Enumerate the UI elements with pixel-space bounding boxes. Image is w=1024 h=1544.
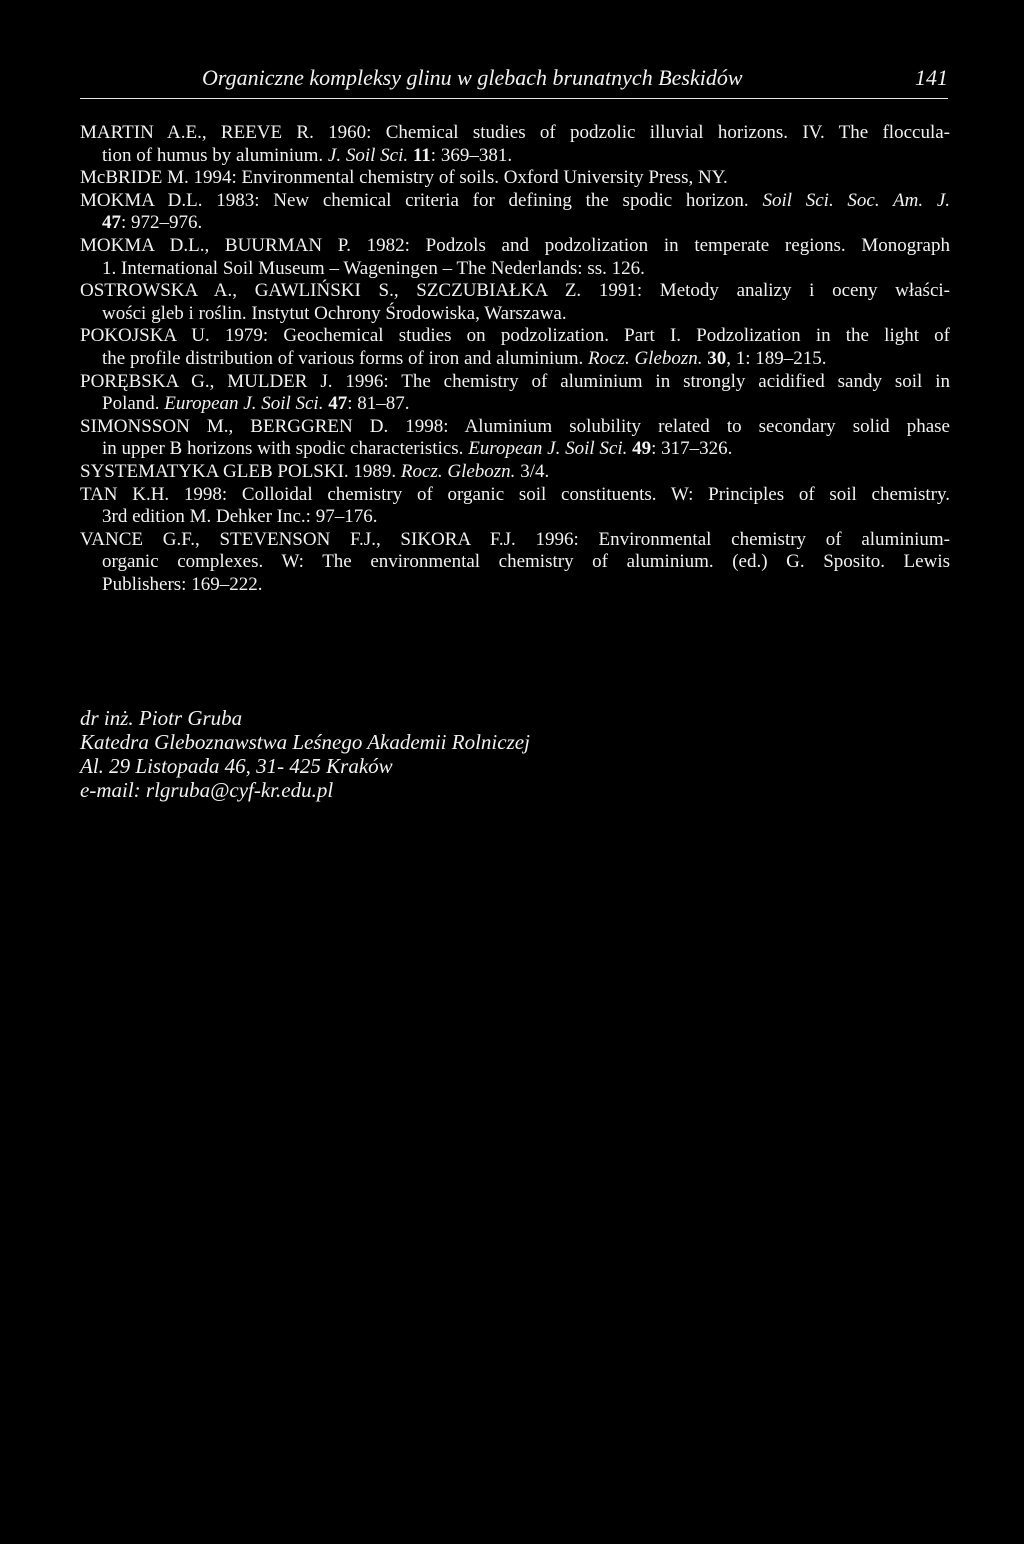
reference-text: MOKMA D.L. 1983: New chemical criteria for defining the spodic horizon. (80, 189, 763, 211)
reference-entry (80, 484, 950, 529)
reference-line (80, 190, 950, 213)
reference-text: SYSTEMATYKA GLEB POLSKI. 1989. (80, 460, 401, 482)
reference-text: SIMONSSON M., BERGGREN D. 1998: Aluminium solubility related to secondary solid phase (80, 415, 950, 437)
reference-text: 49 (632, 438, 652, 460)
reference-line (80, 325, 950, 348)
author-email: e-mail: rlgruba@cyf-kr.edu.pl (80, 778, 334, 802)
reference-text: European J. Soil Sci. (468, 438, 628, 460)
reference-line (80, 438, 950, 461)
reference-text: European J. Soil Sci. (164, 393, 324, 415)
reference-text: organic complexes. W: The environmental chemistry of aluminium. (ed.) G. Sposito. Lewis (102, 551, 950, 573)
reference-entry (80, 325, 950, 370)
reference-entry (80, 280, 950, 325)
author-street: Al. 29 Listopada 46, 31- 425 Kraków (80, 754, 393, 778)
reference-entry (80, 461, 950, 484)
reference-text: 3/4. (515, 460, 550, 482)
reference-text: 3rd edition M. Dehker Inc.: 97–176. (102, 506, 378, 528)
reference-entry (80, 190, 950, 235)
reference-text: 30 (707, 347, 727, 369)
reference-entry (80, 235, 950, 280)
reference-text: POKOJSKA U. 1979: Geochemical studies on podzolization. Part I. Podzolization in the light of (80, 325, 950, 347)
reference-line (80, 145, 950, 168)
reference-line (80, 416, 950, 439)
reference-line (80, 484, 950, 507)
reference-text: wości gleb i roślin. Instytut Ochrony Środowiska, Warszawa. (102, 302, 567, 324)
reference-line (80, 529, 950, 552)
author-address (80, 706, 530, 802)
running-header (80, 64, 948, 99)
reference-line (80, 371, 950, 394)
reference-text: , 1: 189–215. (726, 347, 827, 369)
reference-entry (80, 122, 950, 167)
reference-text: the profile distribution of various forms of iron and aluminium. (102, 347, 589, 369)
reference-text: TAN K.H. 1998: Colloidal chemistry of organic soil constituents. W: Principles of soil chemistry. (80, 483, 950, 505)
reference-entry (80, 529, 950, 597)
reference-text: : 972–976. (121, 212, 203, 234)
reference-text: McBRIDE M. 1994: Environmental chemistry of soils. Oxford University Press, NY. (80, 167, 728, 189)
reference-line (80, 506, 950, 529)
reference-line (80, 122, 950, 145)
reference-text: MOKMA D.L., BUURMAN P. 1982: Podzols and podzolization in temperate regions. Monograph (80, 234, 950, 256)
reference-line (80, 461, 950, 484)
reference-text: Publishers: 169–222. (102, 573, 263, 595)
reference-line (80, 258, 950, 281)
reference-text: : 369–381. (430, 144, 513, 166)
reference-text: Soil Sci. Soc. Am. J. (762, 189, 951, 211)
reference-text: OSTROWSKA A., GAWLIŃSKI S., SZCZUBIAŁKA Z. 1991: Metody analizy i oceny właści- (80, 280, 950, 302)
reference-line (80, 551, 950, 574)
reference-text: in upper B horizons with spodic characteristics. (102, 438, 469, 460)
reference-text: Rocz. Glebozn. (588, 347, 703, 369)
reference-list (80, 122, 950, 596)
reference-line (80, 212, 950, 235)
reference-text: 11 (412, 144, 431, 166)
page-number: 141 (915, 65, 948, 90)
reference-text: Poland. (102, 393, 165, 415)
reference-text: : 81–87. (347, 393, 410, 415)
reference-text: 47 (102, 212, 121, 234)
reference-text: 1. International Soil Museum – Wageningen – The Nederlands: ss. 126. (102, 257, 645, 279)
reference-entry (80, 416, 950, 461)
author-department: Katedra Gleboznawstwa Leśnego Akademii Rolniczej (80, 730, 530, 754)
running-title: Organiczne kompleksy glinu w glebach brunatnych Beskidów (202, 65, 743, 90)
reference-text: tion of humus by aluminium. (102, 144, 328, 166)
reference-line (80, 280, 950, 303)
reference-entry (80, 371, 950, 416)
reference-text: VANCE G.F., STEVENSON F.J., SIKORA F.J. 1996: Environmental chemistry of aluminium- (80, 528, 950, 550)
reference-text: MARTIN A.E., REEVE R. 1960: Chemical studies of podzolic illuvial horizons. IV. The floccula- (80, 122, 950, 143)
reference-text: PORĘBSKA G., MULDER J. 1996: The chemistry of aluminium in strongly acidified sandy soil in (80, 370, 950, 392)
reference-entry (80, 167, 950, 190)
reference-line (80, 393, 950, 416)
reference-text: 47 (328, 393, 348, 415)
reference-line (80, 348, 950, 371)
reference-line (80, 167, 950, 190)
reference-line (80, 303, 950, 326)
reference-text: Rocz. Glebozn. (400, 460, 516, 482)
reference-text: : 317–326. (651, 438, 733, 460)
reference-text: J. Soil Sci. (327, 144, 409, 166)
reference-line (80, 574, 950, 597)
author-name: dr inż. Piotr Gruba (80, 706, 243, 730)
reference-line (80, 235, 950, 258)
